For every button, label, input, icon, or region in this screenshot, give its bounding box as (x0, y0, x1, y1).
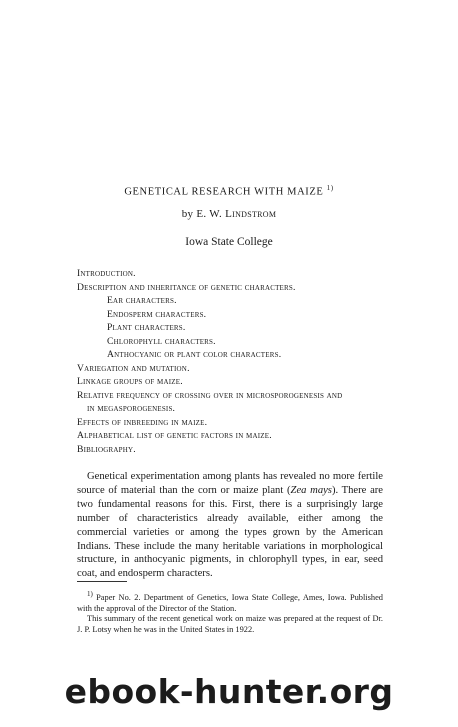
toc-item: Introduction. (77, 268, 136, 279)
toc-item: Effects of inbreeding in maize. (77, 416, 208, 428)
species-name: Zea mays (290, 484, 332, 496)
affiliation: Iowa State College (185, 236, 273, 248)
toc-subitem: Ear characters. (107, 295, 177, 306)
footnote-2 (77, 613, 383, 636)
title-footnote-marker: 1) (326, 184, 334, 192)
author-by: by (181, 208, 194, 220)
toc-subitem: Endosperm characters. (107, 308, 207, 320)
footnote-text: This summary of the recent genetical work on maize was prepared at the request of Dr. J. P. Lotsy when he was in the United States in 1922. (77, 614, 383, 635)
watermark-logo: ebook-hunter.org (64, 672, 394, 711)
body-text-end: ). There are two fundamental reasons for this. First, there is a surprisingly large number of characteristics already available, either among the commercial varieties or among the types grown by the American Indians. These include the many heritable variations in morphological structure, in anthocyanic pigments, in chlorophyll types, in ear, seed coat, and endosperm characters. (77, 484, 384, 580)
body-text-start: Genetical experimentation among plants has revealed no more fertile source of material than the corn or maize plant ( (77, 471, 383, 496)
paper-title-text: GENETICAL RESEARCH WITH MAIZE (124, 186, 324, 198)
toc-item: Variegation and mutation. (77, 362, 190, 374)
body-paragraph (77, 470, 383, 581)
author-surname: Lindstrom (225, 208, 277, 220)
paper-title (0, 184, 458, 198)
toc-item: Linkage groups of maize. (77, 376, 183, 387)
toc-item: Relative frequency of crossing over in microsporogenesis and (77, 389, 343, 401)
toc-item: Alphabetical list of genetic factors in maize. (77, 430, 272, 441)
footnote-divider (77, 581, 127, 582)
footnote-marker: 1) (87, 590, 93, 598)
toc-item: Description and inheritance of genetic characters. (77, 281, 296, 293)
toc-subitem: Chlorophyll characters. (107, 335, 216, 347)
toc-subitem: Anthocyanic or plant color characters. (107, 349, 282, 360)
footnote-text: Paper No. 2. Department of Genetics, Iowa State College, Ames, Iowa. Published with the approval of the Director of the Station. (77, 592, 383, 614)
footnote-1 (77, 589, 383, 615)
author-line (0, 208, 458, 220)
toc-item-continuation: in megasporogenesis. (87, 403, 176, 414)
table-of-contents (77, 267, 397, 456)
author-initials: E. W. (196, 208, 223, 220)
toc-subitem: Plant characters. (107, 322, 186, 333)
toc-item: Bibliography. (77, 443, 136, 455)
